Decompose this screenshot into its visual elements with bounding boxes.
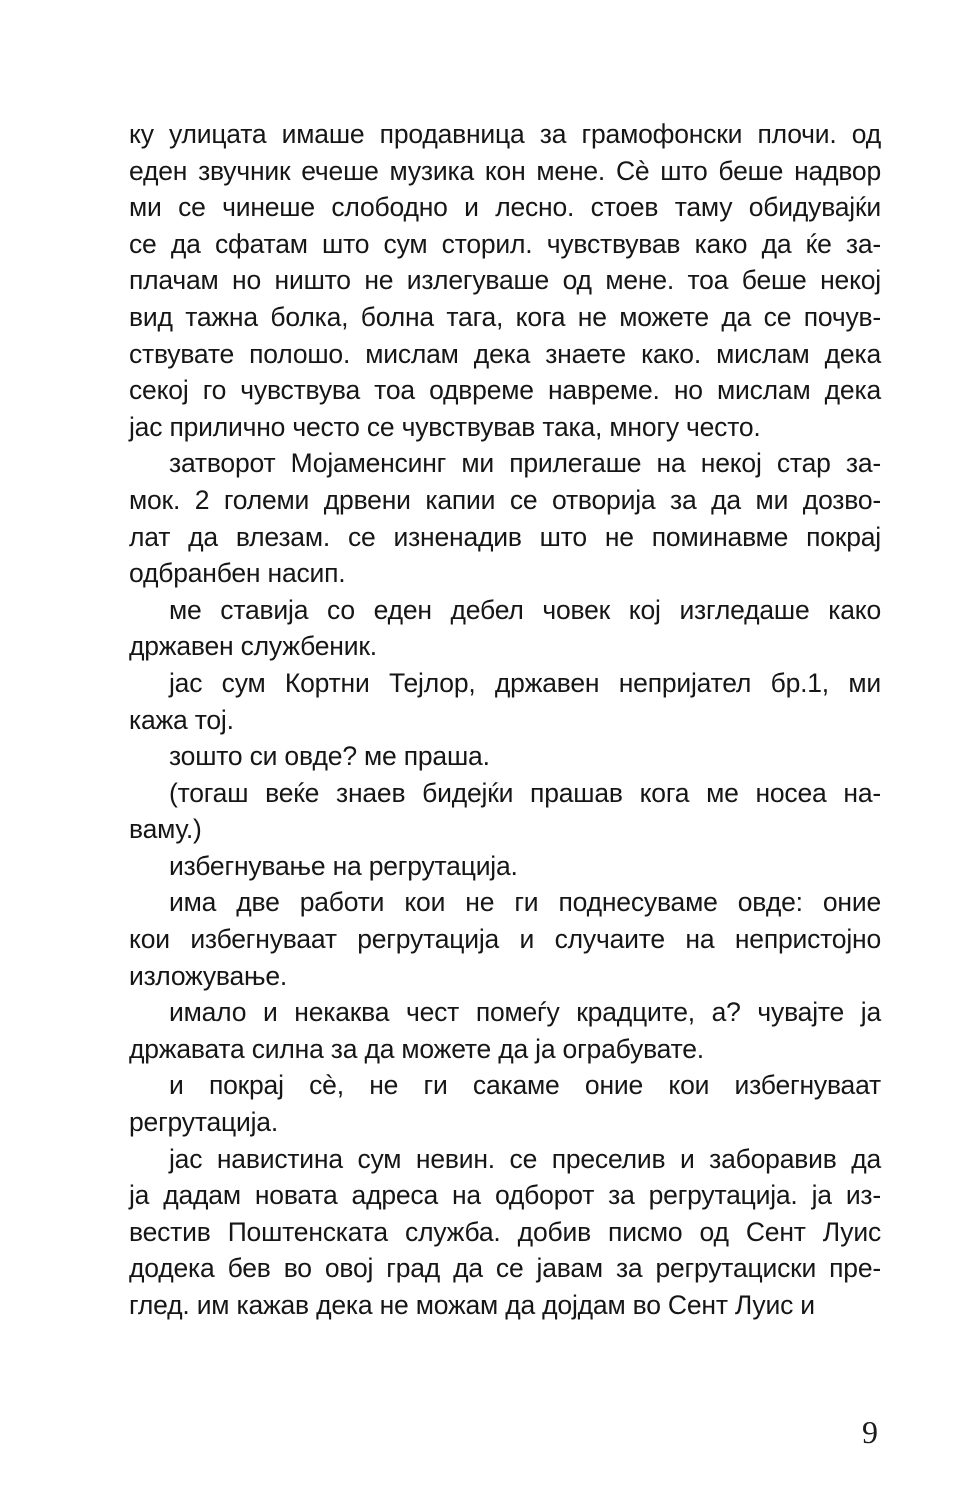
text-line: регрутација.	[129, 1107, 278, 1138]
text-line: секој го чувствува тоа одвреме навреме. но мислам дека	[129, 375, 881, 406]
text-line: државата силна за да можете да ја ограбувате.	[129, 1033, 704, 1064]
text-line: имало и некаква чест помеѓу крадците, а? чувајте ја	[169, 997, 881, 1028]
text-line: лат да влезам. се изненадив што не поминавме покрај	[129, 521, 881, 552]
text-line: зошто си овде? ме праша.	[169, 741, 490, 772]
text-line: ми се чинеше слободно и лесно. стоев таму обидувајќи	[129, 192, 881, 223]
text-block	[129, 116, 881, 1324]
text-line: јас навистина сум невин. се преселив и заборавив да	[169, 1143, 881, 1174]
paragraph	[129, 848, 881, 885]
text-line: глед. им кажав дека не можам да дојдам во Сент Луис и	[129, 1290, 815, 1320]
text-line: еден звучник ечеше музика кон мене. Сè што беше надвор	[129, 155, 881, 186]
text-line: изложување.	[129, 960, 288, 991]
paragraph	[129, 116, 881, 445]
text-line: јас прилично често се чувствував така, многу често.	[129, 411, 761, 442]
paragraph	[129, 1067, 881, 1140]
text-line: јас сум Кортни Тејлор, државен непријател бр.1, ми	[169, 667, 881, 698]
text-line: ме ставија со еден дебел човек кој изгледаше како	[169, 594, 881, 625]
text-line: ствувате полошо. мислам дека знаете како. мислам дека	[129, 338, 881, 369]
text-line: (тогаш веќе знаев бидејќи прашав кога ме носеа на-	[169, 777, 881, 808]
paragraph	[129, 665, 881, 738]
paragraph	[129, 445, 881, 591]
text-line: плачам но ништо не излегуваше од мене. тоа беше некој	[129, 265, 881, 296]
text-line: и покрај сè, не ги сакаме оние кои избегнуваат	[169, 1070, 881, 1101]
paragraph	[129, 592, 881, 665]
text-line: државен службеник.	[129, 631, 377, 662]
text-line: одбранбен насип.	[129, 558, 346, 589]
text-line: кои избегнуваат регрутација и случаите на непристојно	[129, 924, 881, 955]
text-line: вид тажна болка, болна тага, кога не можете да се почув-	[129, 301, 881, 332]
text-line: ја дадам новата адреса на одборот за регрутација. ја из-	[129, 1180, 881, 1211]
page-number: 9	[862, 1414, 878, 1450]
text-line: додека бев во овој град да се јавам за регрутациски пре-	[129, 1253, 881, 1284]
text-line: ку улицата имаше продавница за грамофонски плочи. од	[129, 119, 881, 149]
paragraph	[129, 884, 881, 994]
text-line: кажа тој.	[129, 704, 234, 735]
text-line: мок. 2 големи дрвени капии се отворија за да ми дозво-	[129, 484, 881, 515]
text-line: се да сфатам што сум сторил. чувствував како да ќе за-	[129, 228, 881, 259]
text-line: има две работи кои не ги поднесуваме овде: оние	[169, 887, 881, 918]
paragraph	[129, 738, 881, 775]
text-line: ваму.)	[129, 814, 202, 845]
text-line: избегнување на регрутација.	[169, 850, 518, 881]
text-line: вестив Поштенската служба. добив писмо од Сент Луис	[129, 1216, 881, 1247]
paragraph	[129, 1141, 881, 1324]
paragraph	[129, 994, 881, 1067]
paragraph	[129, 775, 881, 848]
text-line: затворот Мојаменсинг ми прилегаше на некој стар за-	[169, 448, 881, 479]
